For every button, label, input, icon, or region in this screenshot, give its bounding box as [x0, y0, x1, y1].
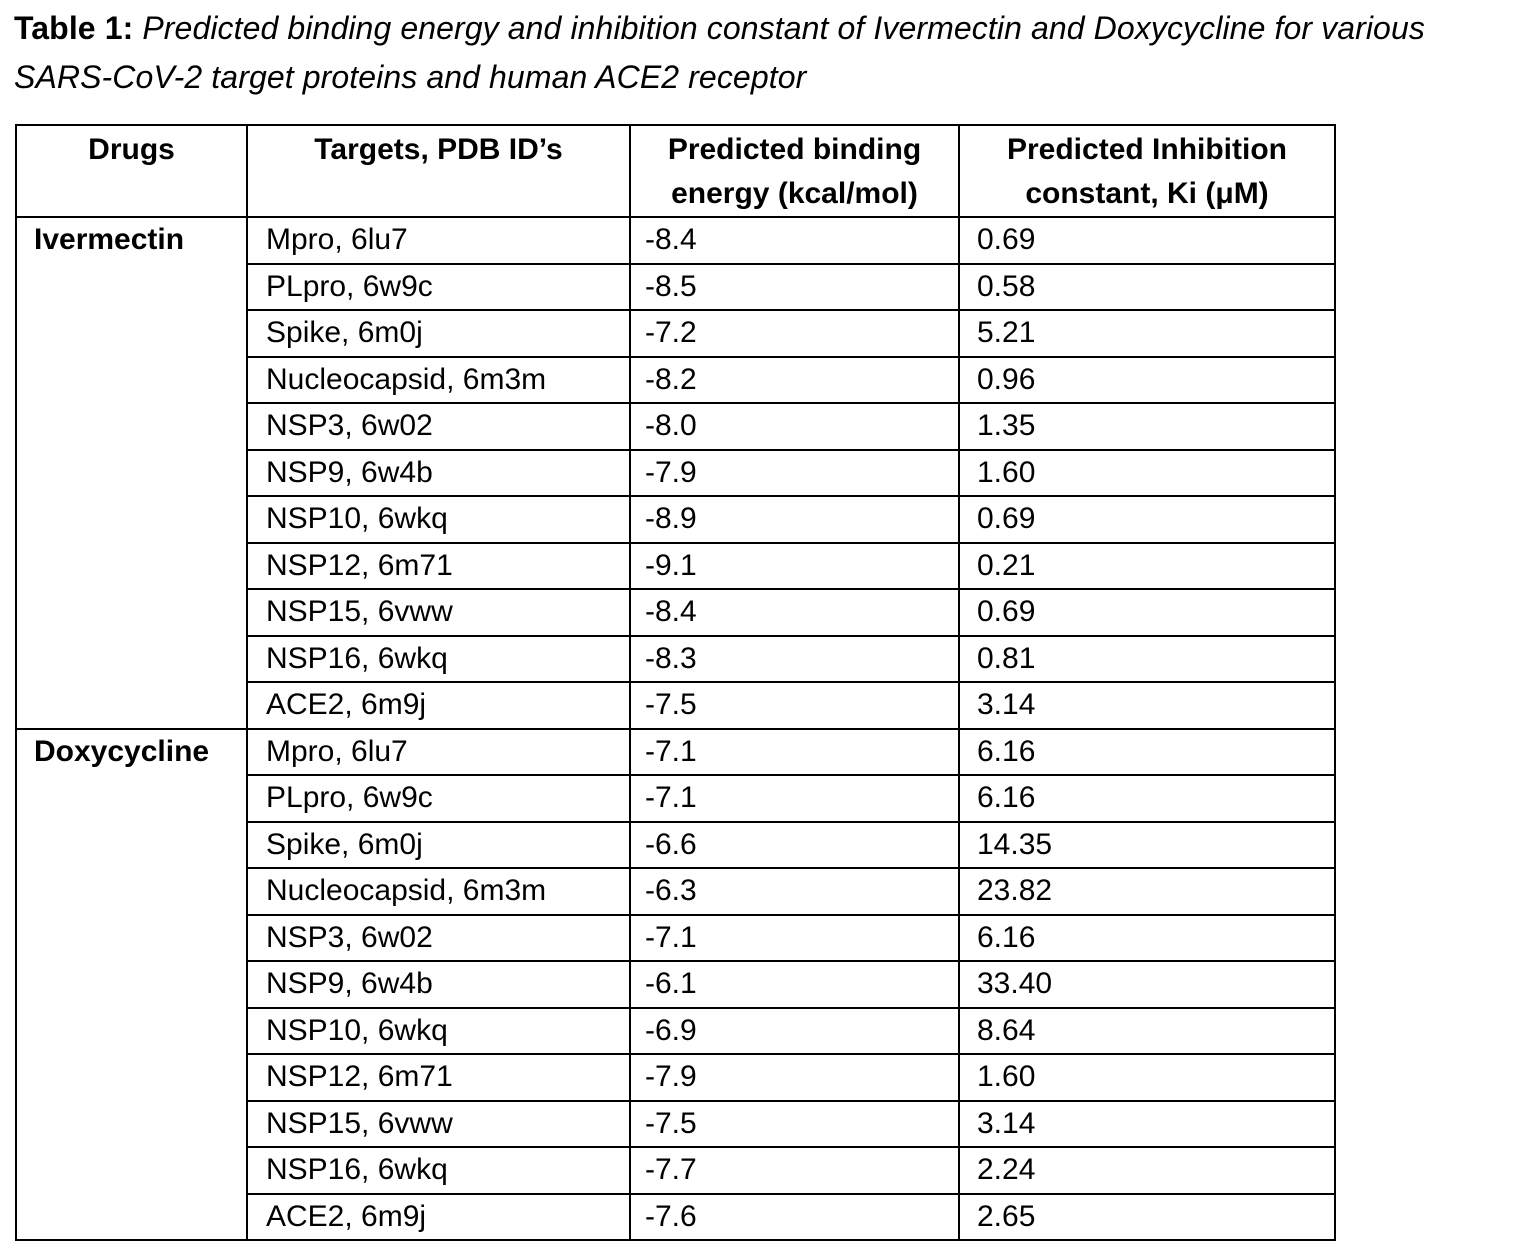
drug-cell — [16, 1194, 247, 1241]
inhibition-constant-cell: 3.14 — [959, 1101, 1335, 1148]
binding-energy-cell: -6.6 — [630, 822, 959, 869]
table-row — [16, 1054, 1335, 1101]
target-cell: ACE2, 6m9j — [247, 682, 630, 729]
table-row — [16, 729, 1335, 776]
target-cell: Nucleocapsid, 6m3m — [247, 357, 630, 404]
inhibition-constant-cell: 2.65 — [959, 1194, 1335, 1241]
drug-cell — [16, 915, 247, 962]
binding-energy-cell: -9.1 — [630, 543, 959, 590]
target-cell: NSP9, 6w4b — [247, 961, 630, 1008]
table-row — [16, 357, 1335, 404]
caption-label: Table 1: — [14, 10, 134, 46]
inhibition-constant-cell: 3.14 — [959, 682, 1335, 729]
drug-cell — [16, 589, 247, 636]
target-cell: PLpro, 6w9c — [247, 775, 630, 822]
drug-cell: Ivermectin — [16, 217, 247, 264]
inhibition-constant-cell: 6.16 — [959, 915, 1335, 962]
table-row — [16, 636, 1335, 683]
header-inhibition-constant: Predicted Inhibition constant, Ki (μM) — [959, 125, 1335, 217]
binding-energy-cell: -7.5 — [630, 682, 959, 729]
target-cell: NSP3, 6w02 — [247, 403, 630, 450]
binding-energy-cell: -7.9 — [630, 1054, 959, 1101]
inhibition-constant-cell: 1.35 — [959, 403, 1335, 450]
table-row — [16, 775, 1335, 822]
drug-cell — [16, 310, 247, 357]
results-table — [15, 124, 1336, 1241]
table-row — [16, 915, 1335, 962]
drug-cell — [16, 822, 247, 869]
target-cell: Nucleocapsid, 6m3m — [247, 868, 630, 915]
table-row — [16, 1008, 1335, 1055]
inhibition-constant-cell: 2.24 — [959, 1147, 1335, 1194]
target-cell: Mpro, 6lu7 — [247, 729, 630, 776]
drug-cell — [16, 264, 247, 311]
binding-energy-cell: -6.1 — [630, 961, 959, 1008]
binding-energy-cell: -7.1 — [630, 775, 959, 822]
binding-energy-cell: -7.5 — [630, 1101, 959, 1148]
binding-energy-cell: -8.9 — [630, 496, 959, 543]
drug-cell — [16, 682, 247, 729]
inhibition-constant-cell: 0.96 — [959, 357, 1335, 404]
drug-cell — [16, 543, 247, 590]
inhibition-constant-cell: 6.16 — [959, 729, 1335, 776]
target-cell: NSP3, 6w02 — [247, 915, 630, 962]
target-cell: NSP9, 6w4b — [247, 450, 630, 497]
inhibition-constant-cell: 33.40 — [959, 961, 1335, 1008]
drug-cell — [16, 1054, 247, 1101]
inhibition-constant-cell: 23.82 — [959, 868, 1335, 915]
drug-cell — [16, 961, 247, 1008]
inhibition-constant-cell: 1.60 — [959, 450, 1335, 497]
drug-cell — [16, 450, 247, 497]
header-row — [16, 125, 1335, 217]
inhibition-constant-cell: 0.69 — [959, 589, 1335, 636]
table-row — [16, 682, 1335, 729]
drug-cell — [16, 496, 247, 543]
header-drugs: Drugs — [16, 125, 247, 217]
header-targets: Targets, PDB ID’s — [247, 125, 630, 217]
inhibition-constant-cell: 8.64 — [959, 1008, 1335, 1055]
binding-energy-cell: -6.3 — [630, 868, 959, 915]
inhibition-constant-cell: 0.81 — [959, 636, 1335, 683]
inhibition-constant-cell: 0.58 — [959, 264, 1335, 311]
binding-energy-cell: -7.1 — [630, 915, 959, 962]
binding-energy-cell: -7.6 — [630, 1194, 959, 1241]
drug-cell — [16, 403, 247, 450]
table-row — [16, 450, 1335, 497]
table-row — [16, 543, 1335, 590]
inhibition-constant-cell: 0.69 — [959, 217, 1335, 264]
target-cell: ACE2, 6m9j — [247, 1194, 630, 1241]
binding-energy-cell: -8.3 — [630, 636, 959, 683]
target-cell: NSP12, 6m71 — [247, 543, 630, 590]
drug-cell — [16, 1147, 247, 1194]
binding-energy-cell: -8.5 — [630, 264, 959, 311]
target-cell: Mpro, 6lu7 — [247, 217, 630, 264]
binding-energy-cell: -7.2 — [630, 310, 959, 357]
drug-cell — [16, 1101, 247, 1148]
table-row — [16, 822, 1335, 869]
inhibition-constant-cell: 0.21 — [959, 543, 1335, 590]
drug-cell: Doxycycline — [16, 729, 247, 776]
table-body — [16, 217, 1335, 1240]
binding-energy-cell: -7.1 — [630, 729, 959, 776]
binding-energy-cell: -8.4 — [630, 589, 959, 636]
table-row — [16, 1147, 1335, 1194]
drug-cell — [16, 1008, 247, 1055]
drug-cell — [16, 775, 247, 822]
target-cell: NSP10, 6wkq — [247, 1008, 630, 1055]
target-cell: Spike, 6m0j — [247, 310, 630, 357]
table-caption — [14, 4, 1522, 102]
target-cell: NSP16, 6wkq — [247, 1147, 630, 1194]
table-row — [16, 403, 1335, 450]
binding-energy-cell: -8.0 — [630, 403, 959, 450]
table-row — [16, 868, 1335, 915]
target-cell: NSP15, 6vww — [247, 1101, 630, 1148]
table-row — [16, 1101, 1335, 1148]
target-cell: NSP16, 6wkq — [247, 636, 630, 683]
drug-cell — [16, 357, 247, 404]
caption-text: Predicted binding energy and inhibition constant of Ivermectin and Doxycycline for various SARS-CoV-2 target proteins and human ACE2 receptor — [14, 10, 1425, 95]
inhibition-constant-cell: 1.60 — [959, 1054, 1335, 1101]
binding-energy-cell: -8.4 — [630, 217, 959, 264]
drug-cell — [16, 636, 247, 683]
target-cell: NSP12, 6m71 — [247, 1054, 630, 1101]
inhibition-constant-cell: 14.35 — [959, 822, 1335, 869]
table-row — [16, 589, 1335, 636]
binding-energy-cell: -7.9 — [630, 450, 959, 497]
table-row — [16, 1194, 1335, 1241]
binding-energy-cell: -6.9 — [630, 1008, 959, 1055]
header-binding-energy: Predicted binding energy (kcal/mol) — [630, 125, 959, 217]
binding-energy-cell: -7.7 — [630, 1147, 959, 1194]
inhibition-constant-cell: 5.21 — [959, 310, 1335, 357]
inhibition-constant-cell: 6.16 — [959, 775, 1335, 822]
table-row — [16, 961, 1335, 1008]
table-row — [16, 310, 1335, 357]
table-row — [16, 496, 1335, 543]
target-cell: Spike, 6m0j — [247, 822, 630, 869]
binding-energy-cell: -8.2 — [630, 357, 959, 404]
inhibition-constant-cell: 0.69 — [959, 496, 1335, 543]
table-row — [16, 264, 1335, 311]
drug-cell — [16, 868, 247, 915]
table-row — [16, 217, 1335, 264]
target-cell: NSP10, 6wkq — [247, 496, 630, 543]
target-cell: NSP15, 6vww — [247, 589, 630, 636]
target-cell: PLpro, 6w9c — [247, 264, 630, 311]
